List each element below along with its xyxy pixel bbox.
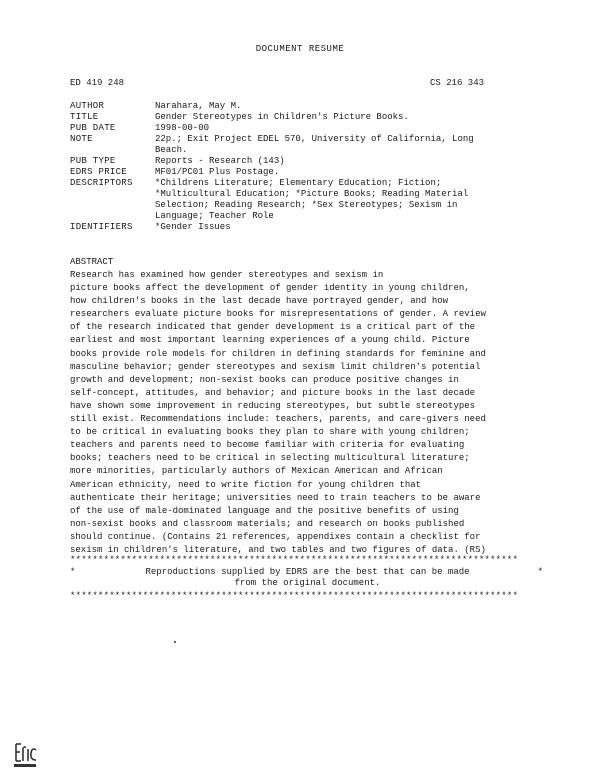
eric-logo-icon: [11, 741, 39, 769]
field-note: [70, 134, 530, 156]
field-identifiers: [70, 222, 530, 233]
abstract-text: Research has examined how gender stereotypes and sexism in picture books affect the development of gender identity in young children, how children's books in the last decade have portrayed gender, and how researchers evaluate picture books for misrepresentations of gender. A review of the research indicated that gender development is a critical part of the earliest and most important learning experiences of a young child. Picture books provide role models for children in defining standards for feminine and masculine behavior; gender stereotypes and sexism limit children's potential growth and development; non-sexist books can produce positive changes in self-concept, attitudes, and behavior; and picture books in the last decade have shown some improvement in reducing stereotypes, but subtle stereotypes still exist. Recommendations include: teachers, parents, and care-givers need to be critical in evaluating books they plan to share with young children; teachers and parents need to become familiar with criteria for evaluating books; teachers need to be critical in selecting multicultural literature; more minorities, particularly authors of Mexican American and African American ethnicity, need to write fiction for young children that authenticate their heritage; universities need to train teachers to be aware of the use of male-dominated language and the positive benefits of using non-sexist books and classroom materials; and research on books published should continue. (Contains 21 references, appendixes contain a checklist for sexism in children's literature, and two tables and two figures of data. (RS): [70, 270, 486, 555]
field-pub-type: [70, 156, 530, 167]
reproduction-notice: [70, 567, 545, 589]
field-value: MF01/PC01 Plus Postage.: [155, 167, 280, 177]
field-value: *Gender Issues: [155, 222, 231, 232]
field-value: 22p.; Exit Project EDEL 570, University of California, Long Beach.: [155, 134, 474, 155]
field-label: IDENTIFIERS: [70, 222, 133, 232]
field-edrs-price: [70, 167, 530, 178]
star-border-bottom: ********************************************************************************: [70, 591, 519, 601]
reproduction-line-2: from the original document.: [234, 578, 381, 588]
reproduction-line-1: Reproductions supplied by EDRS are the best that can be made: [145, 567, 470, 577]
ed-number: ED 419 248: [70, 78, 125, 88]
field-author: [70, 101, 530, 112]
field-value: Gender Stereotypes in Children's Picture Books.: [155, 112, 409, 122]
star-edge-left: *: [70, 567, 76, 577]
field-label: DESCRIPTORS: [70, 178, 133, 188]
field-value: Narahara, May M.: [155, 101, 242, 111]
field-title: [70, 112, 530, 123]
field-label: PUB TYPE: [70, 156, 116, 166]
field-label: PUB DATE: [70, 123, 116, 133]
field-label: AUTHOR: [70, 101, 105, 111]
metadata-fields: [70, 101, 530, 233]
field-value: *Childrens Literature; Elementary Education; Fiction; *Multicultural Education; *Picture Books; Reading Material Selection; Reading Research; *Sex Stereotypes; Sexism in Language; Teacher Role: [155, 178, 469, 221]
field-value: Reports - Research (143): [155, 156, 285, 166]
star-border-top: ********************************************************************************: [70, 555, 519, 565]
stray-mark: [174, 641, 176, 643]
field-label: NOTE: [70, 134, 93, 144]
field-descriptors: [70, 178, 530, 222]
abstract-label: ABSTRACT: [70, 257, 114, 267]
field-pub-date: [70, 123, 530, 134]
field-value: 1998-00-00: [155, 123, 210, 133]
field-label: TITLE: [70, 112, 99, 122]
document-title: DOCUMENT RESUME: [255, 44, 345, 54]
cs-number: CS 216 343: [430, 78, 485, 88]
star-edge-right: *: [537, 567, 543, 577]
field-label: EDRS PRICE: [70, 167, 128, 177]
